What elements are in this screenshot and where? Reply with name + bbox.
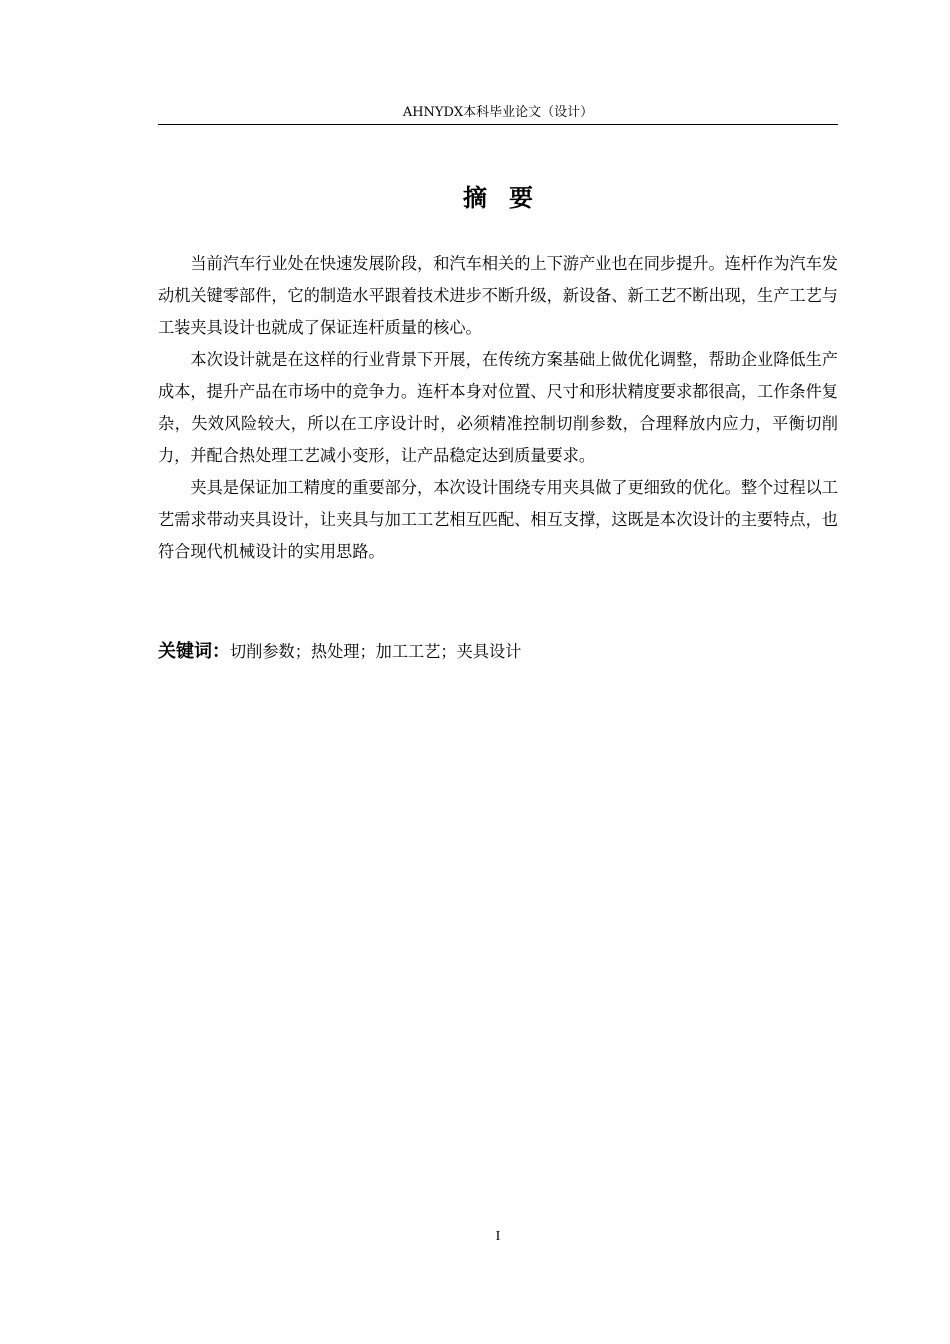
running-header: AHNYDX本科毕业论文（设计）	[402, 105, 594, 120]
page-number: I	[495, 1229, 501, 1244]
keywords-line	[158, 636, 838, 668]
keywords-text: 切削参数；热处理；加工工艺；夹具设计	[230, 642, 522, 661]
header-rule	[158, 124, 838, 125]
keywords-label: 关键词：	[158, 641, 230, 662]
abstract-paragraph-1: 当前汽车行业处在快速发展阶段，和汽车相关的上下游产业也在同步提升。连杆作为汽车发动机关键零部件，它的制造水平跟着技术进步不断升级，新设备、新工艺不断出现，生产工艺与工装夹具设计也就成了保证连杆质量的核心。	[158, 254, 838, 337]
abstract-paragraph-2: 本次设计就是在这样的行业背景下开展，在传统方案基础上做优化调整，帮助企业降低生产成本，提升产品在市场中的竞争力。连杆本身对位置、尺寸和形状精度要求都很高，工作条件复杂，失效风险较大，所以在工序设计时，必须精准控制切削参数，合理释放内应力，平衡切削力，并配合热处理工艺减小变形，让产品稳定达到质量要求。	[158, 350, 838, 465]
abstract-body	[158, 248, 838, 568]
abstract-paragraph-3: 夹具是保证加工精度的重要部分，本次设计围绕专用夹具做了更细致的优化。整个过程以工艺需求带动夹具设计，让夹具与加工工艺相互匹配、相互支撑，这既是本次设计的主要特点，也符合现代机械设计的实用思路。	[158, 478, 838, 561]
abstract-title: 摘要	[463, 184, 555, 212]
